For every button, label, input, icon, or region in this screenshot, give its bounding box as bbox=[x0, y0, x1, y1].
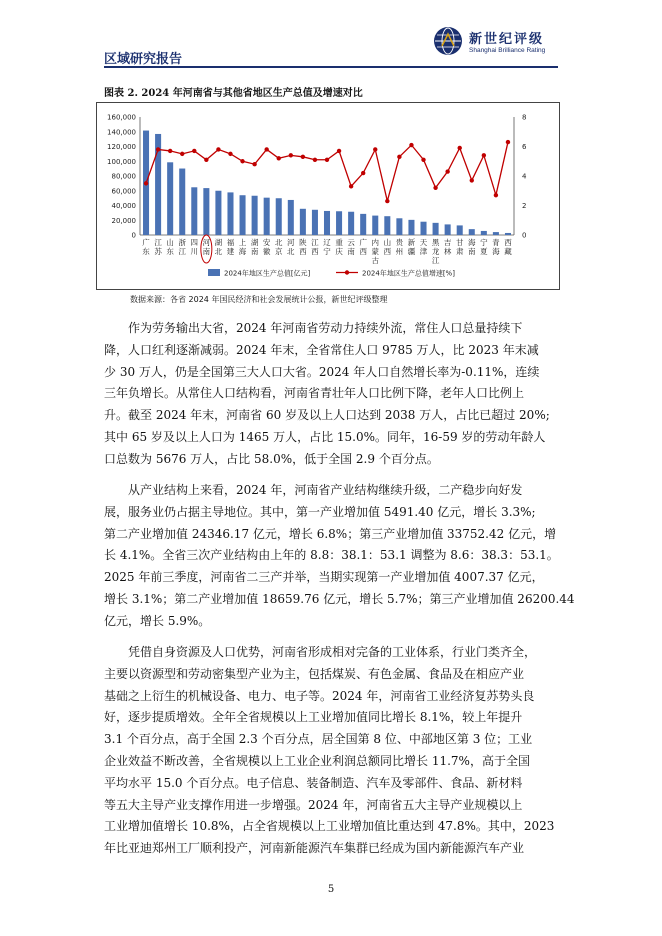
paragraph-line: 3.1 个百分点，高于全国 2.3 个百分点，居全国第 8 位、中部地区第 3 位；工业 bbox=[104, 732, 533, 747]
gdp-bar bbox=[252, 196, 258, 235]
legend-line-label: 2024年地区生产总值增速[%] bbox=[362, 269, 455, 278]
category-label: 吉 bbox=[443, 238, 452, 247]
gdp-bar bbox=[348, 212, 354, 235]
growth-point bbox=[168, 149, 172, 153]
category-label: 西 bbox=[504, 238, 512, 247]
growth-point bbox=[506, 140, 510, 144]
category-label: 夏 bbox=[480, 247, 488, 256]
category-label: 江 bbox=[311, 238, 319, 247]
paragraph-line: 三年负增长。从常住人口结构看，河南省青壮年人口比例下降，老年人口比例上 bbox=[104, 386, 525, 401]
growth-point bbox=[192, 149, 196, 153]
growth-point bbox=[289, 153, 293, 157]
growth-point bbox=[494, 193, 498, 197]
gdp-bar bbox=[336, 211, 342, 235]
header-divider bbox=[104, 66, 558, 68]
y-left-tick-label: 40,000 bbox=[111, 202, 136, 210]
category-label: 东 bbox=[166, 247, 174, 256]
category-label: 四 bbox=[190, 238, 199, 247]
gdp-bar bbox=[457, 225, 463, 235]
y-left-tick-label: 60,000 bbox=[111, 187, 136, 196]
category-label: 州 bbox=[395, 247, 404, 256]
paragraph-line: 等五大主导产业支撑作用进一步增强。2024 年，河南省五大主导产业规模以上 bbox=[104, 797, 523, 812]
category-label: 南 bbox=[468, 247, 476, 256]
category-label: 西 bbox=[359, 247, 367, 256]
category-label: 海 bbox=[492, 247, 500, 256]
gdp-bar bbox=[433, 223, 439, 235]
category-label: 福 bbox=[226, 238, 235, 247]
category-label: 京 bbox=[274, 247, 283, 256]
growth-point bbox=[409, 143, 413, 147]
category-label: 南 bbox=[347, 247, 355, 256]
growth-point bbox=[156, 147, 160, 151]
category-label: 海 bbox=[238, 247, 247, 256]
category-label: 天 bbox=[419, 238, 428, 247]
paragraph-line: 作为劳务输出大省，2024 年河南省劳动力持续外流，常住人口总量持续下 bbox=[128, 321, 523, 335]
growth-point bbox=[216, 147, 220, 151]
legend-line-marker bbox=[345, 270, 349, 274]
y-right-tick-label: 0 bbox=[522, 231, 527, 240]
y-left-tick-label: 140,000 bbox=[107, 128, 136, 137]
category-label: 疆 bbox=[407, 247, 416, 256]
category-label: 南 bbox=[202, 247, 211, 256]
category-label: 蒙 bbox=[371, 247, 380, 256]
growth-point bbox=[228, 152, 232, 156]
category-label: 江 bbox=[431, 256, 440, 265]
growth-point bbox=[445, 169, 449, 173]
y-left-tick-label: 0 bbox=[131, 231, 136, 240]
figure-source: 数据来源：各省 2024 年国民经济和社会发展统计公报，新世纪评级整理 bbox=[130, 295, 388, 304]
category-label: 贵 bbox=[395, 238, 404, 247]
paragraph-industrial-system bbox=[104, 642, 560, 860]
gdp-chart bbox=[96, 102, 560, 290]
category-label: 安 bbox=[262, 238, 271, 247]
paragraph-line: 少 30 万人，仍是全国第三大人口大省。2024 年人口自然增长率为-0.11%，连续 bbox=[104, 364, 540, 379]
paragraph-line: 第二产业增加值 24346.17 亿元，增长 6.8%；第三产业增加值 33752.42 亿元，增 bbox=[104, 526, 557, 541]
category-label: 津 bbox=[419, 247, 428, 256]
growth-point bbox=[385, 199, 389, 203]
growth-point bbox=[373, 147, 377, 151]
growth-point bbox=[433, 186, 437, 190]
growth-point bbox=[144, 181, 148, 185]
gdp-bar bbox=[384, 216, 390, 235]
growth-point bbox=[421, 158, 425, 162]
paragraph-line: 年比亚迪郑州工厂顺利投产，河南新能源汽车集群已经成为国内新能源汽车产业 bbox=[104, 841, 525, 856]
gdp-bar bbox=[372, 216, 378, 235]
gdp-bar bbox=[264, 198, 270, 235]
category-label: 建 bbox=[226, 247, 235, 256]
growth-point bbox=[180, 152, 184, 156]
paragraph-line: 口总数为 5676 万人，占比 58.0%，低于全国 2.9 个百分点。 bbox=[104, 451, 439, 466]
category-label: 庆 bbox=[335, 247, 343, 256]
growth-point bbox=[264, 147, 268, 151]
gdp-bar bbox=[481, 231, 487, 235]
category-label: 肃 bbox=[455, 247, 464, 256]
category-label: 新 bbox=[407, 238, 416, 247]
gdp-bar bbox=[505, 233, 511, 235]
growth-point bbox=[458, 146, 462, 150]
category-label: 东 bbox=[142, 247, 150, 256]
gdp-bar bbox=[191, 187, 197, 235]
category-label: 陕 bbox=[299, 238, 307, 247]
category-label: 北 bbox=[274, 238, 283, 247]
category-label: 林 bbox=[443, 247, 452, 256]
growth-point bbox=[325, 158, 329, 162]
y-right-tick-label: 2 bbox=[522, 202, 527, 210]
category-label: 湖 bbox=[214, 238, 223, 247]
category-label: 广 bbox=[359, 238, 367, 247]
gdp-bar bbox=[493, 232, 499, 235]
y-right-tick-label: 4 bbox=[522, 172, 527, 181]
gdp-bar bbox=[227, 192, 233, 235]
category-label: 西 bbox=[299, 247, 307, 256]
gdp-bar bbox=[276, 198, 282, 235]
globe-logo-icon bbox=[433, 26, 463, 56]
legend-bar-swatch bbox=[208, 269, 220, 276]
category-label: 西 bbox=[383, 247, 392, 256]
category-label: 河 bbox=[287, 238, 295, 247]
paragraph-line: 升。截至 2024 年末，河南省 60 岁及以上人口达到 2038 万人，占比已超过 20%; bbox=[104, 408, 550, 423]
category-label: 甘 bbox=[455, 238, 464, 247]
gdp-bar bbox=[360, 214, 366, 235]
y-left-tick-label: 80,000 bbox=[111, 172, 136, 181]
category-label: 苏 bbox=[154, 247, 162, 256]
paragraph-line: 降，人口红利逐渐减弱。2024 年末，全省常住人口 9785 万人，比 2023 年末减 bbox=[104, 342, 539, 357]
gdp-bar bbox=[469, 229, 475, 235]
growth-point bbox=[204, 158, 208, 162]
gdp-bar bbox=[167, 162, 173, 235]
gdp-bar bbox=[396, 218, 402, 235]
paragraph-line: 平均水平 15.0 个百分点。电子信息、装备制造、汽车及零部件、食品、新材料 bbox=[104, 775, 523, 790]
category-label: 浙 bbox=[178, 238, 186, 247]
growth-point bbox=[301, 155, 305, 159]
growth-point bbox=[277, 156, 281, 160]
legend-bar-label: 2024年地区生产总值[亿元] bbox=[224, 269, 311, 278]
growth-point bbox=[252, 162, 256, 166]
paragraph-line: 凭借自身资源及人口优势，河南省形成相对完备的工业体系，行业门类齐全， bbox=[128, 645, 537, 659]
growth-point bbox=[337, 149, 341, 153]
category-label: 江 bbox=[178, 247, 186, 256]
category-label: 北 bbox=[287, 247, 295, 256]
category-label: 江 bbox=[154, 238, 162, 247]
category-label: 古 bbox=[371, 256, 380, 265]
brand-block bbox=[433, 26, 563, 64]
figure-caption: 图表 2. 2024 年河南省与其他省地区生产总值及增速对比 bbox=[104, 88, 363, 99]
paragraph-line: 从产业结构上来看，2024 年，河南省产业结构继续升级，二产稳步向好发 bbox=[128, 483, 523, 497]
paragraph-line: 工业增加值增长 10.8%，占全省规模以上工业增加值比重达到 47.8%。其中，2023 bbox=[104, 819, 555, 834]
growth-point bbox=[397, 155, 401, 159]
category-label: 西 bbox=[311, 247, 319, 256]
y-right-tick-label: 6 bbox=[522, 143, 527, 151]
paragraph-line: 基础之上衍生的机械设备、电力、电子等。2024 年，河南省工业经济复苏势头良 bbox=[104, 688, 535, 703]
growth-point bbox=[361, 171, 365, 175]
gdp-bar bbox=[445, 224, 451, 235]
category-label: 徽 bbox=[262, 247, 271, 256]
y-left-tick-label: 100,000 bbox=[107, 157, 136, 166]
paragraph-line: 好，逐步提质增效。全年全省规模以上工业增加值同比增长 8.1%，较上年提升 bbox=[104, 710, 523, 725]
category-label: 青 bbox=[492, 238, 500, 247]
category-label: 北 bbox=[214, 247, 223, 256]
category-label: 山 bbox=[166, 238, 174, 247]
paragraph-line: 增长 3.1%；第二产业增加值 18659.76 亿元，增长 5.7%；第三产业增加值 26200.44 bbox=[104, 591, 575, 606]
category-label: 龙 bbox=[431, 247, 440, 256]
category-label: 藏 bbox=[504, 247, 512, 256]
paragraph-line: 长 4.1%。全省三次产业结构由上年的 8.8：38.1：53.1 调整为 8.6：38.3：53.1。 bbox=[104, 548, 559, 563]
gdp-bar bbox=[215, 191, 221, 235]
gdp-bar bbox=[300, 209, 306, 235]
page-number: 5 bbox=[327, 884, 335, 895]
growth-point bbox=[470, 178, 474, 182]
gdp-bar bbox=[324, 211, 330, 235]
paragraph-industry-structure bbox=[104, 480, 575, 633]
paragraph-line: 企业效益不断改善，全省规模以上工业企业利润总额同比增长 11.7%，高于全国 bbox=[104, 753, 530, 768]
gdp-bar bbox=[240, 195, 246, 235]
growth-point bbox=[349, 184, 353, 188]
growth-point bbox=[482, 153, 486, 157]
brand-name-en: Shanghai Brilliance Rating bbox=[469, 47, 546, 54]
brand-name-cn: 新世纪评级 bbox=[469, 32, 545, 47]
gdp-bar bbox=[203, 188, 209, 235]
category-label: 南 bbox=[250, 247, 259, 256]
category-label: 海 bbox=[468, 238, 476, 247]
category-label: 广 bbox=[142, 238, 150, 247]
report-type-title: 区域研究报告 bbox=[104, 52, 183, 67]
y-left-tick-label: 160,000 bbox=[107, 113, 136, 122]
category-label: 宁 bbox=[480, 238, 488, 247]
gdp-bar bbox=[288, 200, 294, 235]
category-label: 宁 bbox=[323, 247, 331, 256]
category-label: 黑 bbox=[431, 238, 440, 247]
paragraph-population bbox=[104, 318, 560, 471]
category-label: 河 bbox=[202, 238, 211, 247]
paragraph-line: 亿元，增长 5.9%。 bbox=[104, 613, 211, 628]
category-label: 川 bbox=[190, 247, 199, 256]
y-right-tick-label: 8 bbox=[522, 113, 527, 122]
category-label: 云 bbox=[347, 238, 355, 247]
gdp-bar bbox=[179, 169, 185, 235]
paragraph-line: 2025 年前三季度，河南省二三产并举，当期实现第一产业增加值 4007.37 亿元， bbox=[104, 570, 544, 585]
growth-point bbox=[240, 159, 244, 163]
paragraph-line: 展，服务业仍占据主导地位。其中，第一产业增加值 5491.40 亿元，增长 3.3%; bbox=[104, 504, 536, 519]
category-label: 重 bbox=[335, 238, 343, 247]
y-left-tick-label: 20,000 bbox=[111, 216, 136, 225]
paragraph-line: 其中 65 岁及以上人口为 1465 万人，占比 15.0%。同年，16-59 岁的劳动年龄人 bbox=[104, 429, 546, 444]
growth-point bbox=[313, 158, 317, 162]
paragraph-line: 主要以资源型和劳动密集型产业为主，包括煤炭、有色金属、食品及在相应产业 bbox=[104, 666, 525, 681]
category-label: 山 bbox=[383, 238, 392, 247]
category-label: 辽 bbox=[323, 238, 331, 247]
category-label: 内 bbox=[371, 238, 380, 247]
category-label: 湖 bbox=[250, 238, 259, 247]
y-left-tick-label: 120,000 bbox=[107, 143, 136, 151]
category-label: 上 bbox=[238, 238, 247, 247]
gdp-bar bbox=[421, 222, 427, 235]
growth-line bbox=[146, 142, 508, 201]
gdp-bar bbox=[408, 220, 414, 235]
gdp-bar bbox=[312, 210, 318, 235]
